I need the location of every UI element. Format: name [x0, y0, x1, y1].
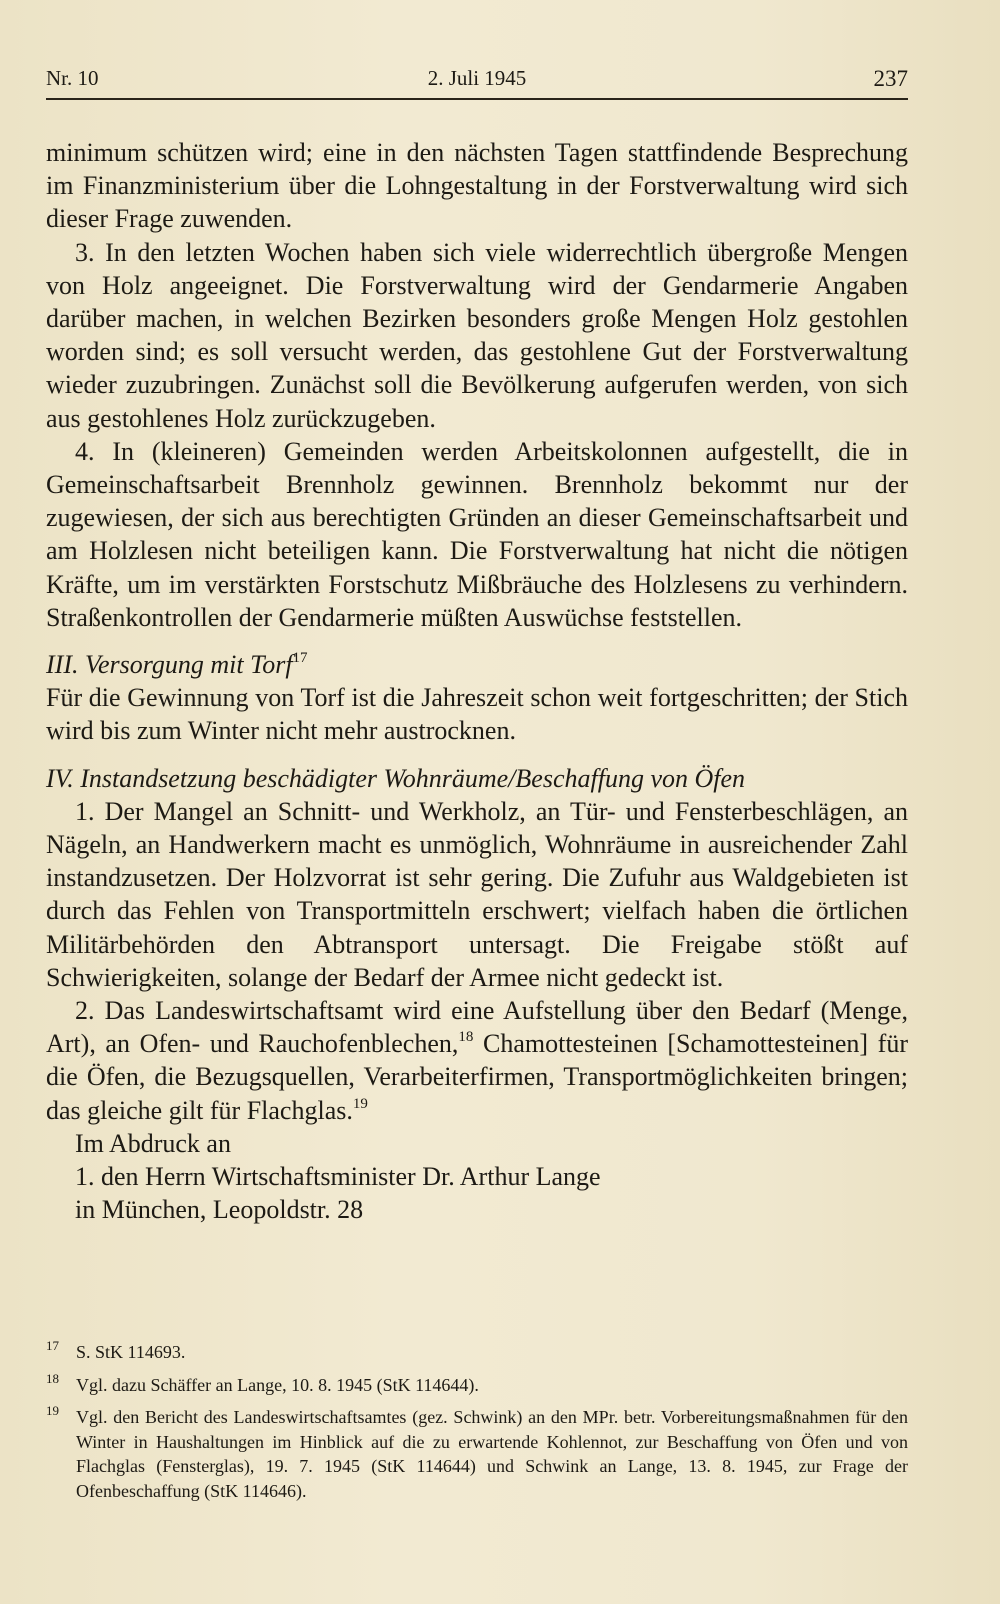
footnote [46, 1370, 908, 1398]
footnote-ref: 19 [352, 1095, 368, 1112]
footnote-number: 18 [46, 1370, 59, 1386]
footnote [46, 1340, 908, 1365]
paragraph: 4. In (kleineren) Gemeinden werden Arbeitskolonnen aufgestellt, die in Gemeinschaftsarbeit Brennholz gewinnen. Brennholz bekommt nur der zugewiesen, der sich aus berechtigten Gründen an dieser Gemeinschaftsarbeit und am Holzlesen nicht beteiligen kann. Die Forstverwaltung hat nicht die nötigen Kräfte, um im verstärkten Forstschutz Mißbräuche des Holzlesens zu verhindern. Straßenkontrollen der Gendarmerie müßten Auswüchse feststellen. [46, 436, 908, 632]
footnote-ref: 17 [292, 650, 308, 667]
footnote-ref: 18 [458, 1029, 474, 1046]
footnote-text: Vgl. den Bericht des Landeswirtschaftsamtes (gez. Schwink) an den MPr. betr. Vorbereitungsmaßnahmen für den Winter in Haushaltungen im Hinblick auf die zu erwartende Kohlennot, zur Beschaffung von Öfen und von Flachglas (Fensterglas), 19. 7. 1945 (StK 114644) und Schwink an Lange, 13. 8. 1945, zur Frage der Ofenbeschaffung (StK 114646). [76, 1407, 908, 1501]
footnotes [46, 1340, 908, 1511]
section-heading: IV. Instandsetzung beschädigter Wohnräume/Beschaffung von Öfen [46, 763, 746, 793]
document-number: Nr. 10 [46, 66, 99, 90]
paragraph: 3. In den letzten Wochen haben sich viele widerrechtlich übergroße Mengen von Holz angeeignet. Die Forstverwaltung wird der Gendarmerie Angaben darüber machen, in welchen Bezirken besonders große Mengen Holz gestohlen worden sind; es soll versucht werden, das gestohlene Gut der Forstverwaltung wieder zuzubringen. Zunächst soll die Bevölkerung aufgerufen werden, von sich aus gestohlenes Holz zurückzugeben. [46, 237, 908, 433]
footnote-number: 19 [46, 1403, 59, 1418]
header-date: 2. Juli 1945 [427, 66, 527, 90]
section-heading [46, 648, 908, 681]
paragraph-text: 2. Das Landeswirtschaftsamt wird eine Aufstellung über den Bedarf (Menge, Art), an Ofen- und Rauchofenblechen, [46, 996, 908, 1059]
distribution-line: 1. den Herrn Wirtschaftsminister Dr. Arthur Lange [75, 1162, 601, 1192]
paragraph: Für die Gewinnung von Torf ist die Jahreszeit schon weit fortgeschritten; der Stich wird bis zum Winter nicht mehr austrocknen. [46, 683, 908, 746]
section-title: III. Versorgung mit Torf [46, 650, 293, 680]
main-text [46, 136, 908, 1227]
footnote-text: Vgl. dazu Schäffer an Lange, 10. 8. 1945 (StK 114644). [76, 1374, 479, 1395]
distribution-line: in München, Leopoldstr. 28 [75, 1195, 364, 1225]
page-number: 237 [873, 66, 908, 91]
distribution-line: Im Abdruck an [75, 1128, 231, 1158]
footnote-number: 17 [46, 1338, 59, 1353]
header-rule [46, 98, 908, 100]
footnote-text: S. StK 114693. [76, 1342, 186, 1362]
paragraph [46, 994, 908, 1127]
footnote [46, 1405, 908, 1503]
running-header [46, 66, 908, 98]
paragraph-text: Chamottesteinen [Schamottesteinen] für die Öfen, die Bezugsquellen, Verarbeiterfirmen, Transportmöglichkeiten bringen; das gleiche gilt für Flachglas. [46, 1029, 908, 1125]
paragraph: 1. Der Mangel an Schnitt- und Werkholz, an Tür- und Fensterbeschlägen, an Nägeln, an Handwerkern macht es unmöglich, Wohnräume in ausreichender Zahl instandzusetzen. Der Holzvorrat ist sehr gering. Die Zufuhr aus Waldgebieten ist durch das Fehlen von Transportmitteln erschwert; vielfach haben die örtlichen Militärbehörden den Abtransport untersagt. Die Freigabe stößt auf Schwierigkeiten, solange der Bedarf der Armee nicht gedeckt ist. [46, 796, 908, 992]
paragraph: minimum schützen wird; eine in den nächsten Tagen stattfindende Besprechung im Finanzministerium über die Lohngestaltung in der Forstverwaltung wird sich dieser Frage zuwenden. [46, 138, 908, 234]
